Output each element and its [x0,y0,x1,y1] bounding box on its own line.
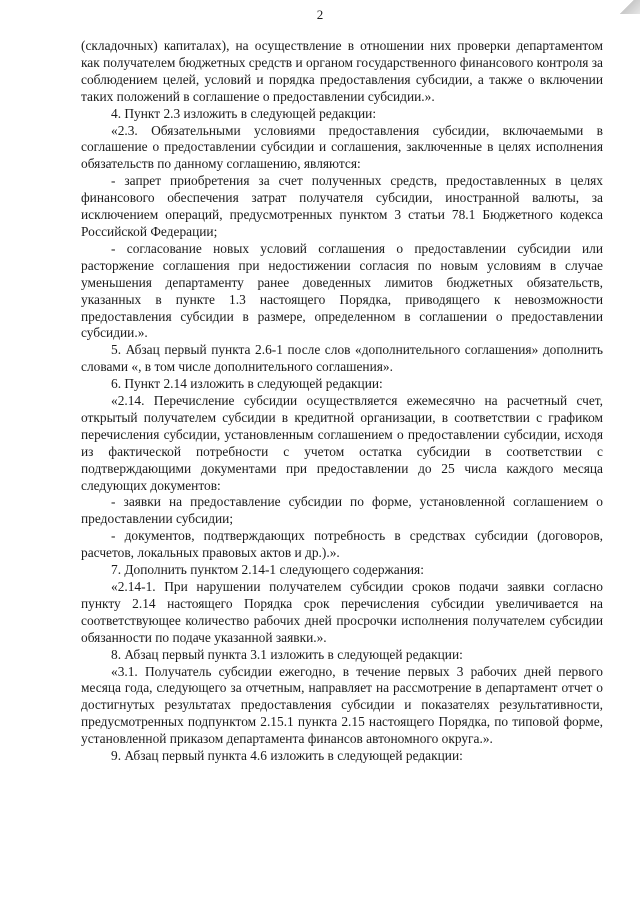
paragraph-bullet-agreement: - согласование новых условий соглашения о предоставлении субсидии или расторжение соглашения при недостижении согласия по новым условиям в случае уменьшения департаменту ранее доведенных лимитов бюджетных обязательств, указанных в пункте 1.3 настоящего Порядка, приводящего к невозможности предоставления субсидии в размере, определенном в соглашении о предоставлении субсидии.». [81,240,603,341]
paragraph-clause-2-14: «2.14. Перечисление субсидии осуществляется ежемесячно на расчетный счет, открытый получателем субсидии в кредитной организации, в соответствии с графиком перечисления субсидии, установленным соглашением о предоставлении субсидии, исходя из фактической потребности с учетом остатка субсидии в соответствии с подтверждающими документами при предоставлении до 25 числа каждого месяца следующих документов: [81,393,603,493]
paragraph-item-7: 7. Дополнить пунктом 2.14-1 следующего содержания: [111,562,424,578]
paragraph-item-5: 5. Абзац первый пункта 2.6-1 после слов «дополнительного соглашения» дополнить словами «, в том числе дополнительного соглашения». [81,342,603,375]
paragraph-clause-2-3: «2.3. Обязательными условиями предоставления субсидии, включаемыми в соглашение о предоставлении субсидии и соглашения, заключенные в целях исполнения обязательств по данному соглашению, являются: [81,122,603,172]
paragraph-bullet-documents: - документов, подтверждающих потребность в средствах субсидии (договоров, расчетов, локальных правовых актов и др.).». [81,528,603,561]
paragraph-bullet-currency: - запрет приобретения за счет полученных средств, предоставленных в целях финансового обеспечения затрат получателя субсидии, иностранной валюты, за исключением операций, предусмотренных пунктом 3 статьи 78.1 Бюджетного кодекса Российской Федерации; [81,173,603,239]
paragraph-item-8: 8. Абзац первый пункта 3.1 изложить в следующей редакции: [111,646,463,662]
paragraph-item-9: 9. Абзац первый пункта 4.6 изложить в следующей редакции: [111,748,463,764]
paragraph-clause-2-14-1: «2.14-1. При нарушении получателем субсидии сроков подачи заявки согласно пункту 2.14 настоящего Порядка срок перечисления субсидии увеличивается на соответствующее количество рабочих дней просрочки исполнения получателем субсидии обязанности по подаче указанной заявки.». [81,579,603,645]
page-number: 2 [316,7,324,22]
paragraph-item-4: 4. Пункт 2.3 изложить в следующей редакции: [111,105,377,121]
document-body [81,38,603,765]
paragraph-bullet-application: - заявки на предоставление субсидии по форме, установленной соглашением о предоставлении субсидии; [81,494,603,527]
paragraph-continuation: (складочных) капиталах), на осуществление в отношении них проверки департаментом как получателем бюджетных средств и органом государственного финансового контроля за соблюдением целей, условий и порядка предоставления субсидии, а также о включении таких положений в соглашение о предоставлении субсидии.». [81,38,603,104]
paragraph-item-6: 6. Пункт 2.14 изложить в следующей редакции: [111,376,383,392]
paragraph-clause-3-1: «3.1. Получатель субсидии ежегодно, в течение первых 3 рабочих дней первого месяца года, следующего за отчетным, направляет на рассмотрение в департамент отчет о достигнутых результатах предоставления субсидии и показателях результативности, предусмотренных подпунктом 2.15.1 пункта 2.15 настоящего Порядка, по типовой форме, установленной приказом департамента финансов автономного округа.». [81,663,603,747]
